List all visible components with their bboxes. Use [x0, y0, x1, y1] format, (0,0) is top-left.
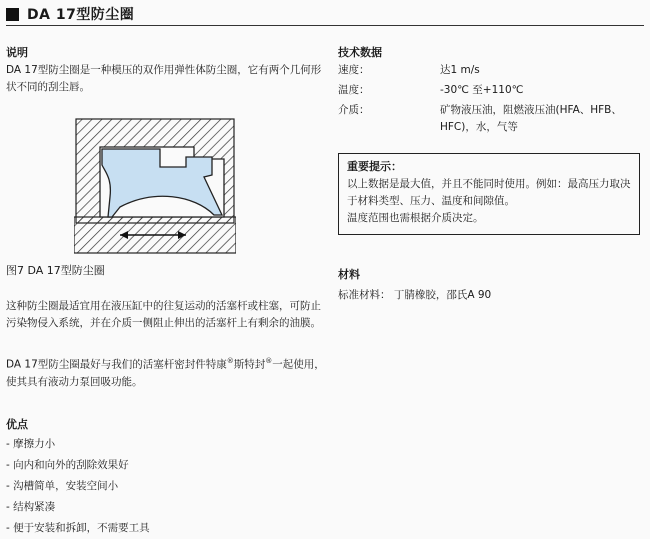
- list-item: - 向内和向外的刮除效果好: [6, 459, 129, 471]
- list-item: - 便于安装和拆卸，不需要工具: [6, 522, 150, 534]
- important-notice-box: [338, 153, 640, 235]
- list-item: - 结构紧凑: [6, 501, 56, 513]
- page-header: [6, 4, 134, 24]
- tech-row-medium: [338, 102, 640, 136]
- seal-cross-section-figure: [74, 117, 236, 255]
- tech-label: 介质：: [338, 104, 370, 116]
- usage-paragraph: 这种防尘圈最适宜用在液压缸中的往复运动的活塞杆或柱塞，可防止污染物侵入系统，并在介质一侧阻止伸出的活塞杆上有剩余的油膜。: [6, 300, 321, 329]
- tech-value: -30℃ 至+110℃: [440, 84, 524, 96]
- material-heading: 材料: [338, 268, 360, 281]
- registered-mark: ®: [265, 357, 273, 365]
- notice-text: 以上数据是最大值，并且不能同时使用。例如：最高压力取决于材料类型、压力、温度和间隙值。: [347, 178, 631, 207]
- tech-label: 温度：: [338, 84, 370, 96]
- tech-label: 速度：: [338, 64, 370, 76]
- advantages-list: [6, 434, 150, 539]
- recommendation-text-b: 斯特封: [233, 358, 266, 371]
- title-divider: [6, 25, 644, 26]
- list-item: - 摩擦力小: [6, 438, 56, 450]
- recommendation-text-a: DA 17型防尘圈最好与我们的活塞杆密封件特康: [6, 358, 227, 371]
- registered-mark: ®: [226, 357, 234, 365]
- material-row: [338, 287, 491, 302]
- list-item: - 沟槽简单，安装空间小: [6, 480, 119, 492]
- tech-value: 达1 m/s: [440, 64, 480, 76]
- tech-row-speed: [338, 62, 640, 79]
- description-heading: 说明: [6, 46, 28, 59]
- tech-data-heading: 技术数据: [338, 46, 382, 59]
- tech-value: 矿物液压油，阻燃液压油(HFA、HFB、HFC)，水，气等: [440, 104, 622, 133]
- title-marker: [6, 8, 19, 21]
- material-value: 丁腈橡胶，邵氏A 90: [393, 289, 492, 301]
- material-label: 标准材料：: [338, 289, 391, 301]
- page-title: DA 17型防尘圈: [27, 7, 135, 23]
- recommendation-paragraph: [6, 353, 328, 391]
- figure-caption: 图7 DA 17型防尘圈: [6, 264, 105, 277]
- recommendation-text-c: 一起使用，使其具有液动力泵回吸功能。: [6, 358, 325, 388]
- intro-paragraph: DA 17型防尘圈是一种模压的双作用弹性体防尘圈，它有两个几何形状不同的刮尘唇。: [6, 64, 322, 93]
- tech-row-temperature: [338, 82, 640, 99]
- advantages-heading: 优点: [6, 418, 28, 431]
- notice-title: 重要提示：: [347, 160, 402, 173]
- notice-text: 温度范围也需根据介质决定。: [347, 212, 484, 224]
